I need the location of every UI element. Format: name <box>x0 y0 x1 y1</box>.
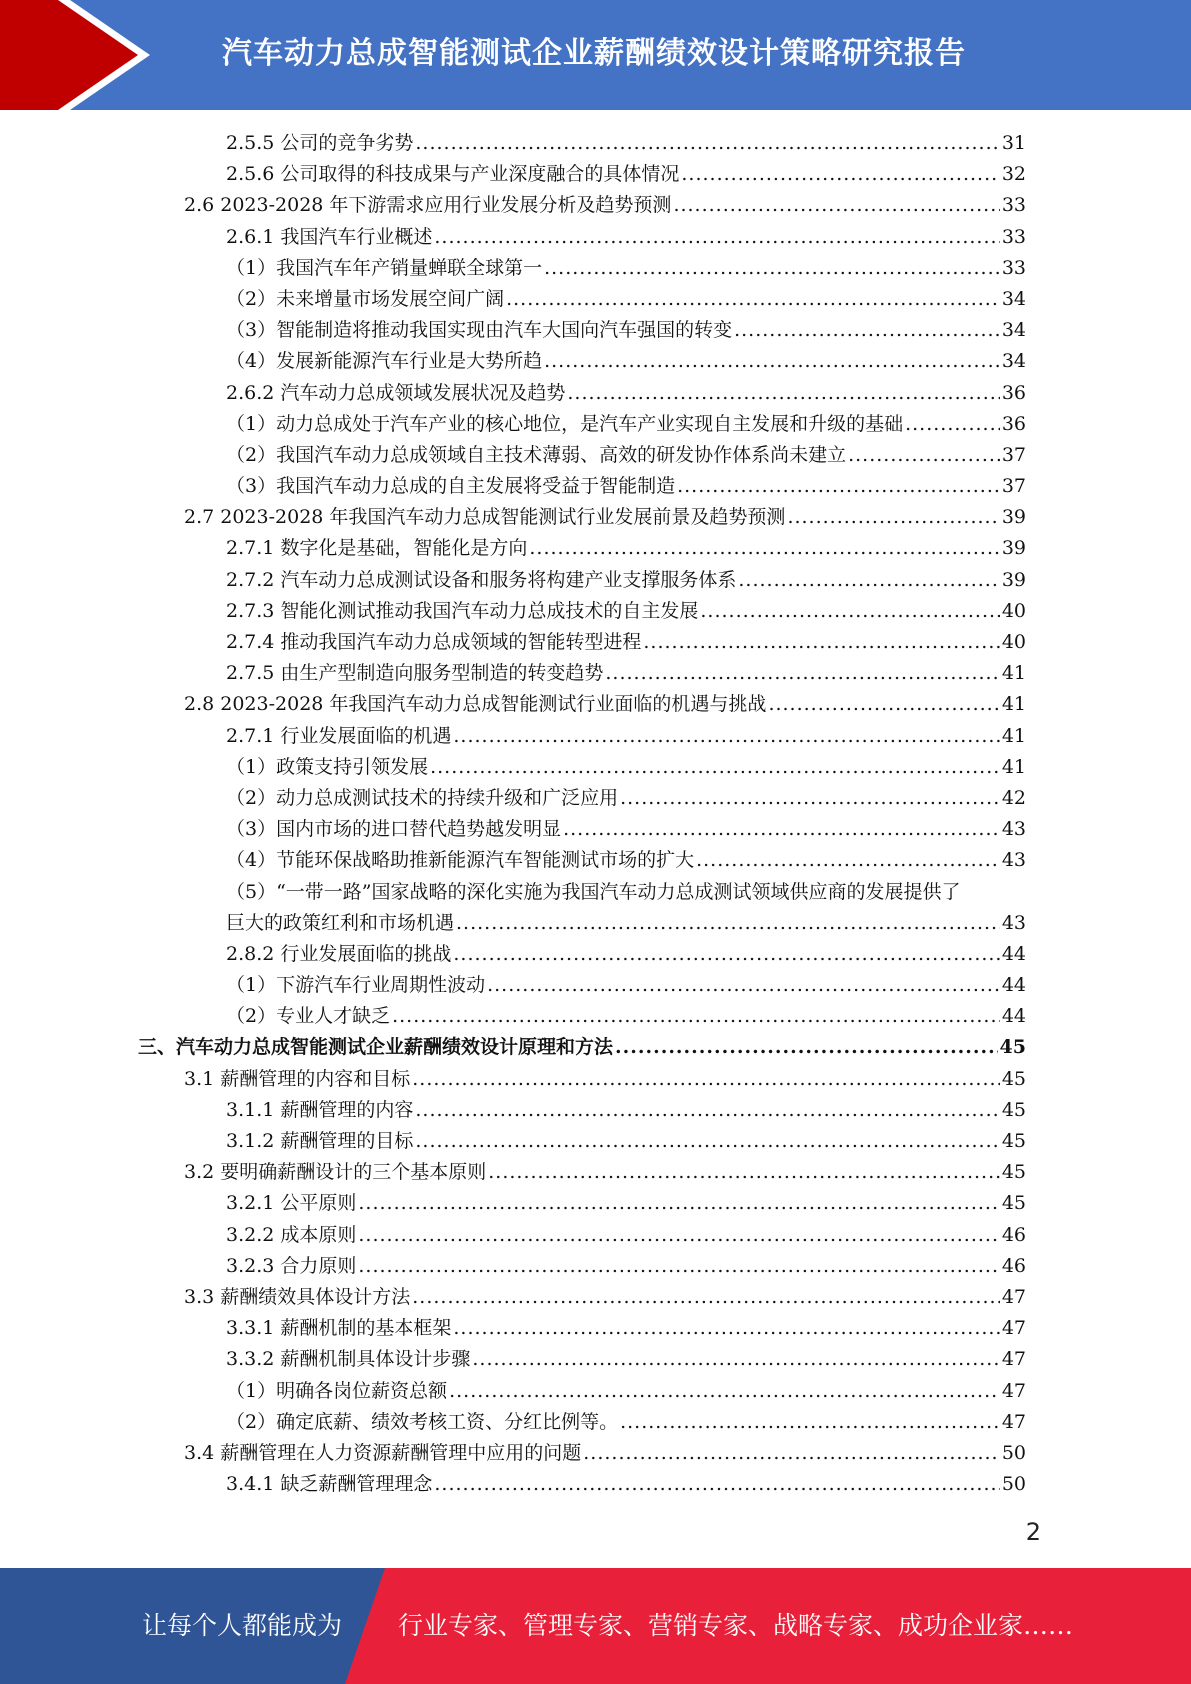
toc-dot-leader <box>453 721 999 752</box>
toc-entry[interactable] <box>138 222 1026 253</box>
toc-page-number: 32 <box>1001 163 1026 186</box>
toc-entry[interactable] <box>138 1469 1026 1500</box>
toc-page-number: 45 <box>1001 1192 1026 1215</box>
toc-entry[interactable] <box>138 721 1026 752</box>
toc-dot-leader <box>583 1438 1000 1469</box>
toc-page-number: 42 <box>1001 786 1026 809</box>
toc-dot-leader <box>768 689 999 720</box>
toc-dot-leader <box>700 596 999 627</box>
toc-entry[interactable] <box>138 565 1026 596</box>
toc-dot-leader <box>415 128 999 159</box>
toc-dot-leader <box>529 533 999 564</box>
toc-dot-leader <box>487 970 1000 1001</box>
toc-entry[interactable] <box>138 939 1026 970</box>
toc-page-number: 40 <box>1001 631 1026 653</box>
table-of-contents <box>138 128 1026 1500</box>
toc-entry-label: （2）确定底薪、绩效考核工资、分红比例等。 <box>226 1410 619 1433</box>
toc-entry[interactable] <box>138 1126 1026 1157</box>
toc-entry-label: （1）下游汽车行业周期性波动 <box>226 974 486 997</box>
toc-entry-label: 3.3 薪酬绩效具体设计方法 <box>184 1285 411 1308</box>
page-footer <box>0 1568 1191 1684</box>
toc-page-number: 39 <box>1001 537 1026 560</box>
toc-page-number: 41 <box>1001 755 1026 778</box>
toc-page-number: 47 <box>1001 1317 1026 1340</box>
toc-page-number: 39 <box>1001 506 1026 529</box>
toc-entry[interactable] <box>138 1438 1026 1469</box>
toc-entry[interactable] <box>138 1064 1026 1095</box>
footer-slogan-right: 行业专家、管理专家、营销专家、战略专家、成功企业家…… <box>398 1611 1074 1640</box>
toc-entry-label: （5）“一带一路”国家战略的深化实施为我国汽车动力总成测试领域供应商的发展提供了 <box>226 880 961 903</box>
toc-entry[interactable] <box>138 596 1026 627</box>
toc-page-number: 36 <box>1001 381 1026 404</box>
toc-entry-label: （3）我国汽车动力总成的自主发展将受益于智能制造 <box>226 475 676 498</box>
toc-page-number: 47 <box>1001 1285 1026 1308</box>
toc-page-number: 37 <box>1001 443 1026 466</box>
toc-page-number: 44 <box>1001 974 1026 997</box>
toc-entry-label: （4）发展新能源汽车行业是大势所趋 <box>226 350 543 373</box>
toc-entry[interactable] <box>138 440 1026 471</box>
toc-dot-leader <box>544 253 1000 284</box>
toc-entry[interactable] <box>138 1251 1026 1282</box>
toc-entry-label: （2）未来增量市场发展空间广阔 <box>226 287 505 310</box>
toc-page-number: 43 <box>1001 818 1026 841</box>
toc-page-number: 44 <box>1001 942 1026 965</box>
toc-entry-label: （1）政策支持引领发展 <box>226 755 429 778</box>
toc-dot-leader <box>392 1001 1000 1032</box>
toc-dot-leader <box>488 1157 1000 1188</box>
toc-dot-leader <box>456 908 1000 939</box>
toc-entry-label: （4）节能环保战略助推新能源汽车智能测试市场的扩大 <box>226 849 695 872</box>
toc-dot-leader <box>905 409 1000 440</box>
toc-entry-label: （1）动力总成处于汽车产业的核心地位，是汽车产业实现自主发展和升级的基础 <box>226 412 904 435</box>
toc-entry-label: 2.8.2 行业发展面临的挑战 <box>226 942 452 965</box>
toc-entry-label: 3.3.2 薪酬机制具体设计步骤 <box>226 1348 471 1371</box>
toc-entry[interactable] <box>138 1376 1026 1407</box>
toc-dot-leader <box>434 1469 999 1500</box>
toc-page-number: 44 <box>1001 1005 1026 1028</box>
toc-entry[interactable] <box>138 1095 1026 1126</box>
toc-dot-leader <box>412 1064 1000 1095</box>
report-title: 汽车动力总成智能测试企业薪酬绩效设计策略研究报告 <box>222 36 966 71</box>
toc-entry[interactable] <box>138 346 1026 377</box>
toc-page-number: 39 <box>1001 568 1026 591</box>
toc-entry-label: 2.7.1 行业发展面临的机遇 <box>226 724 452 747</box>
toc-entry-label: （3）国内市场的进口替代趋势越发明显 <box>226 818 562 841</box>
toc-entry[interactable] <box>138 970 1026 1001</box>
toc-entry-label: 3.1 薪酬管理的内容和目标 <box>184 1067 411 1090</box>
toc-entry-label: （2）动力总成测试技术的持续升级和广泛应用 <box>226 786 619 809</box>
toc-entry-label: 3.4 薪酬管理在人力资源薪酬管理中应用的问题 <box>184 1441 582 1464</box>
page-header <box>0 0 1191 110</box>
toc-page-number: 41 <box>1001 693 1026 716</box>
toc-entry-label: （1）明确各岗位薪资总额 <box>226 1379 448 1402</box>
toc-entry-label: 3.2 要明确薪酬设计的三个基本原则 <box>184 1161 487 1184</box>
toc-entry-label: 2.7.2 汽车动力总成测试设备和服务将构建产业支撑服务体系 <box>226 568 737 591</box>
toc-page-number: 41 <box>1001 662 1026 685</box>
toc-entry[interactable] <box>138 1220 1026 1251</box>
toc-entry-label: 2.7.5 由生产型制造向服务型制造的转变趋势 <box>226 662 604 685</box>
toc-entry[interactable] <box>138 752 1026 783</box>
toc-page-number: 41 <box>1001 724 1026 747</box>
toc-dot-leader <box>643 627 999 658</box>
toc-entry[interactable] <box>138 658 1026 689</box>
toc-page-number: 46 <box>1001 1223 1026 1246</box>
toc-page-number: 50 <box>1001 1473 1026 1496</box>
toc-dot-leader <box>673 190 999 221</box>
toc-page-number: 34 <box>1001 350 1026 373</box>
toc-dot-leader <box>848 440 1000 471</box>
toc-page-number: 43 <box>1001 849 1026 872</box>
toc-entry-label: 3.1.2 薪酬管理的目标 <box>226 1130 414 1152</box>
toc-entry[interactable] <box>138 845 1026 876</box>
toc-dot-leader <box>563 814 1000 845</box>
toc-dot-leader <box>434 222 999 253</box>
toc-dot-leader <box>605 658 999 689</box>
toc-entry[interactable] <box>138 1344 1026 1375</box>
toc-dot-leader <box>415 1095 999 1126</box>
toc-dot-leader <box>615 1032 998 1063</box>
toc-entry[interactable] <box>138 409 1026 440</box>
toc-entry[interactable] <box>138 1001 1026 1032</box>
toc-dot-leader <box>696 845 1000 876</box>
toc-entry[interactable] <box>138 1282 1026 1313</box>
toc-entry-label: 3.2.3 合力原则 <box>226 1254 357 1277</box>
toc-entry[interactable] <box>138 378 1026 409</box>
toc-dot-leader <box>734 315 1000 346</box>
toc-entry[interactable] <box>138 1188 1026 1219</box>
toc-entry-label: （3）智能制造将推动我国实现由汽车大国向汽车强国的转变 <box>226 319 733 342</box>
toc-dot-leader <box>358 1188 999 1219</box>
toc-dot-leader <box>358 1251 999 1282</box>
toc-entry-label: 2.7.4 推动我国汽车动力总成领域的智能转型进程 <box>226 631 642 653</box>
toc-page-number: 45 <box>1001 1067 1026 1090</box>
toc-page-number: 37 <box>1001 475 1026 498</box>
toc-entry[interactable] <box>138 253 1026 284</box>
toc-entry-label: 2.5.5 公司的竞争劣势 <box>226 132 414 154</box>
toc-entry-label: 2.6.2 汽车动力总成领域发展状况及趋势 <box>226 381 566 404</box>
toc-dot-leader <box>506 284 1000 315</box>
toc-page-number: 34 <box>1001 287 1026 310</box>
toc-page-number: 40 <box>1001 599 1026 622</box>
toc-entry-label: 3.1.1 薪酬管理的内容 <box>226 1098 414 1121</box>
toc-entry-label: 2.6 2023-2028 年下游需求应用行业发展分析及趋势预测 <box>184 194 672 217</box>
toc-dot-leader <box>620 783 1000 814</box>
toc-entry-label: 2.7.3 智能化测试推动我国汽车动力总成技术的自主发展 <box>226 599 699 622</box>
toc-entry-label: 3.4.1 缺乏薪酬管理理念 <box>226 1473 433 1496</box>
toc-dot-leader <box>453 939 999 970</box>
toc-page-number: 33 <box>1001 225 1026 248</box>
toc-dot-leader <box>412 1282 1000 1313</box>
toc-page-number: 45 <box>999 1036 1026 1059</box>
toc-dot-leader <box>787 502 999 533</box>
toc-entry-label: 三、汽车动力总成智能测试企业薪酬绩效设计原理和方法 <box>138 1036 614 1059</box>
toc-entry[interactable] <box>138 471 1026 502</box>
toc-entry[interactable] <box>138 1313 1026 1344</box>
toc-entry-label: 2.5.6 公司取得的科技成果与产业深度融合的具体情况 <box>226 163 680 186</box>
toc-dot-leader <box>620 1407 1000 1438</box>
toc-page-number: 47 <box>1001 1348 1026 1371</box>
toc-dot-leader <box>567 378 999 409</box>
page-number: 2 <box>1025 1518 1041 1546</box>
toc-dot-leader <box>453 1313 999 1344</box>
toc-entry-label: 3.2.1 公平原则 <box>226 1192 357 1215</box>
toc-entry[interactable] <box>138 533 1026 564</box>
toc-entry[interactable] <box>138 627 1026 658</box>
toc-entry[interactable] <box>138 128 1026 159</box>
toc-entry-label: （2）我国汽车动力总成领域自主技术薄弱、高效的研发协作体系尚未建立 <box>226 443 847 466</box>
toc-entry[interactable] <box>138 814 1026 845</box>
toc-entry[interactable] <box>138 1157 1026 1188</box>
toc-entry-label: 3.3.1 薪酬机制的基本框架 <box>226 1317 452 1340</box>
toc-entry[interactable] <box>138 1032 1026 1063</box>
toc-entry-continuation[interactable] <box>138 908 1026 939</box>
toc-dot-leader <box>415 1126 999 1157</box>
toc-entry-label: 2.7 2023-2028 年我国汽车动力总成智能测试行业发展前景及趋势预测 <box>184 506 786 529</box>
toc-dot-leader <box>358 1220 999 1251</box>
toc-dot-leader <box>738 565 999 596</box>
footer-slogan-left: 让每个人都能成为 <box>142 1611 343 1640</box>
toc-page-number: 45 <box>1001 1130 1026 1152</box>
toc-page-number: 45 <box>1001 1161 1026 1184</box>
toc-entry[interactable] <box>138 284 1026 315</box>
toc-page-number: 31 <box>1001 132 1026 154</box>
toc-entry-label: 3.2.2 成本原则 <box>226 1223 357 1246</box>
toc-page-number: 33 <box>1001 194 1026 217</box>
toc-entry-label: （1）我国汽车年产销量蝉联全球第一 <box>226 256 543 279</box>
toc-entry-label: 2.7.1 数字化是基础，智能化是方向 <box>226 537 528 560</box>
toc-entry[interactable] <box>138 502 1026 533</box>
toc-dot-leader <box>544 346 1000 377</box>
toc-entry-label: 2.8 2023-2028 年我国汽车动力总成智能测试行业面临的机遇与挑战 <box>184 693 767 716</box>
toc-entry-label: （2）专业人才缺乏 <box>226 1005 391 1028</box>
toc-entry[interactable] <box>138 315 1026 346</box>
toc-page-number: 43 <box>1001 911 1026 934</box>
toc-dot-leader <box>677 471 1000 502</box>
toc-page-number: 34 <box>1001 319 1026 342</box>
toc-entry[interactable] <box>138 1407 1026 1438</box>
toc-page-number: 33 <box>1001 256 1026 279</box>
toc-dot-leader <box>449 1376 1000 1407</box>
toc-page-number: 46 <box>1001 1254 1026 1277</box>
toc-page-number: 47 <box>1001 1379 1026 1402</box>
toc-entry[interactable] <box>138 159 1026 190</box>
toc-page-number: 36 <box>1001 412 1026 435</box>
red-chevron-icon <box>0 0 160 110</box>
toc-entry[interactable] <box>138 190 1026 221</box>
toc-page-number: 45 <box>1001 1098 1026 1121</box>
toc-dot-leader <box>472 1344 999 1375</box>
toc-dot-leader <box>430 752 1000 783</box>
toc-entry[interactable] <box>138 689 1026 720</box>
toc-entry-label: 巨大的政策红利和市场机遇 <box>226 911 455 934</box>
toc-dot-leader <box>681 159 999 190</box>
toc-entry-label: 2.6.1 我国汽车行业概述 <box>226 225 433 248</box>
toc-entry[interactable] <box>138 877 1026 908</box>
toc-page-number: 47 <box>1001 1410 1026 1433</box>
toc-entry[interactable] <box>138 783 1026 814</box>
toc-page-number: 50 <box>1001 1441 1026 1464</box>
